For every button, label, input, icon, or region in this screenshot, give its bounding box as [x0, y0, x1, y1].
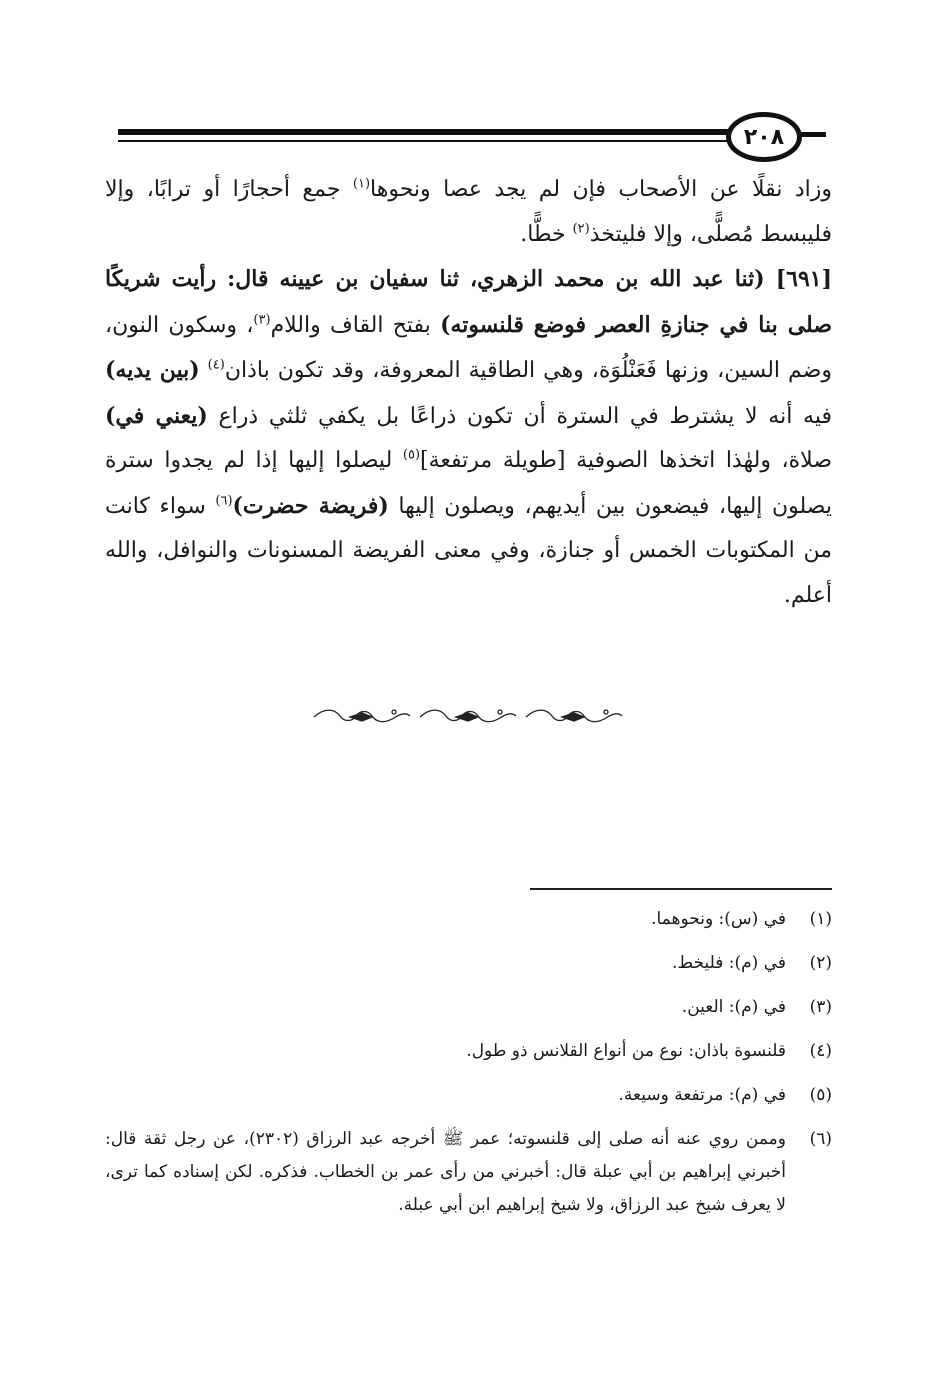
commentary-text: بفتح القاف واللام	[270, 312, 441, 338]
page-header	[118, 112, 836, 162]
hadith-number: [٦٩١]	[775, 266, 832, 292]
commentary-text: ليصلوا إليها إذا لم يجدوا سترة يصلون إليها، فيضعون بين أيديهم، ويصلون إليها	[105, 448, 832, 519]
commentary-text: صلاة، ولهٰذا اتخذها الصوفية [طويلة مرتفعة]	[420, 448, 832, 473]
hadith-paragraph	[105, 257, 832, 618]
page-number: ٢٠٨	[726, 112, 802, 162]
header-rule	[118, 129, 730, 135]
footnote-text: وممن روي عنه أنه صلى إلى قلنسوته؛ عمر ﷺ أخرجه عبد الرزاق (٢٣٠٢)، عن رجل ثقة قال: أخبرني إبراهيم بن أبي عبلة قال: أخبرني من رأى عمر بن الخطاب. فذكره. لكن إسناده كما ترى، لا يعرف شيخ عبد الرزاق، ولا شيخ إبراهيم ابن أبي عبلة.	[105, 1129, 786, 1215]
footnote-separator	[530, 888, 832, 890]
text-run: خطًّا.	[520, 221, 573, 247]
main-text	[105, 168, 832, 618]
floral-divider-icon	[310, 702, 626, 732]
hadith-quote: (فريضة حضرت)	[232, 492, 389, 519]
text-run: جمع أحجارًا أو ترابًا، وإلا فليبسط مُصلًّى، وإلا فليتخذ	[105, 177, 832, 247]
footnote-ref[interactable]: (٥)	[402, 447, 421, 463]
footnote-number: (٢)	[809, 953, 832, 973]
footnote-item	[105, 1035, 832, 1067]
commentary-text: سواء كانت من المكتوبات الخمس أو جنازة، وفي معنى الفريضة المسنونات والنوافل، والله أعلم.	[105, 493, 832, 608]
text-run: وزاد نقلًا عن الأصحاب فإن لم يجد عصا ونحوها	[370, 177, 832, 202]
hadith-text: (ثنا عبد الله بن محمد الزهري، ثنا سفيان بن عيينه قال: رأيت شريكًا صلى بنا في جنازةِ العصر فوضع قلنسوته)	[105, 266, 832, 338]
hadith-quote: (يعني في)	[105, 402, 208, 429]
footnote-ref[interactable]: (٤)	[207, 357, 225, 373]
commentary-text: فيه أنه لا يشترط في السترة أن تكون ذراعًا بل يكفي ثلثي ذراع	[207, 403, 832, 429]
footnote-item	[105, 1079, 832, 1111]
footnote-number: (٦)	[809, 1129, 832, 1149]
commentary-text	[200, 358, 208, 383]
paragraph-1	[105, 168, 832, 257]
footnote-item	[105, 903, 832, 935]
footnotes	[105, 903, 832, 1234]
footnote-ref[interactable]: (١)	[352, 176, 371, 192]
footnote-number: (١)	[809, 909, 832, 929]
footnote-ref[interactable]: (٢)	[572, 221, 590, 237]
commentary-text: ، وسكون النون، وضم السين، وزنها فَعَنْلُوَة، وهي الطاقية المعروفة، وقد تكون باذان	[105, 312, 833, 383]
footnote-item	[105, 1123, 832, 1222]
footnote-text: في (م): مرتفعة وسيعة.	[618, 1085, 786, 1105]
footnote-text: في (م): فليخط.	[671, 953, 786, 973]
ornament-svg	[310, 702, 626, 732]
footnote-text: قلنسوة باذان: نوع من أنواع القلانس ذو طول.	[466, 1041, 786, 1061]
footnote-number: (٣)	[809, 997, 832, 1017]
footnote-number: (٥)	[809, 1085, 832, 1105]
footnote-text: في (س): ونحوهما.	[651, 909, 786, 929]
footnote-ref[interactable]: (٣)	[253, 312, 271, 328]
header-rule-thin	[118, 140, 730, 142]
footnote-item	[105, 991, 832, 1023]
footnote-item	[105, 947, 832, 979]
footnote-number: (٤)	[809, 1041, 832, 1061]
hadith-quote: (بين يديه)	[105, 357, 200, 383]
footnote-ref[interactable]: (٦)	[215, 493, 233, 509]
footnote-text: في (م): العين.	[681, 997, 786, 1017]
